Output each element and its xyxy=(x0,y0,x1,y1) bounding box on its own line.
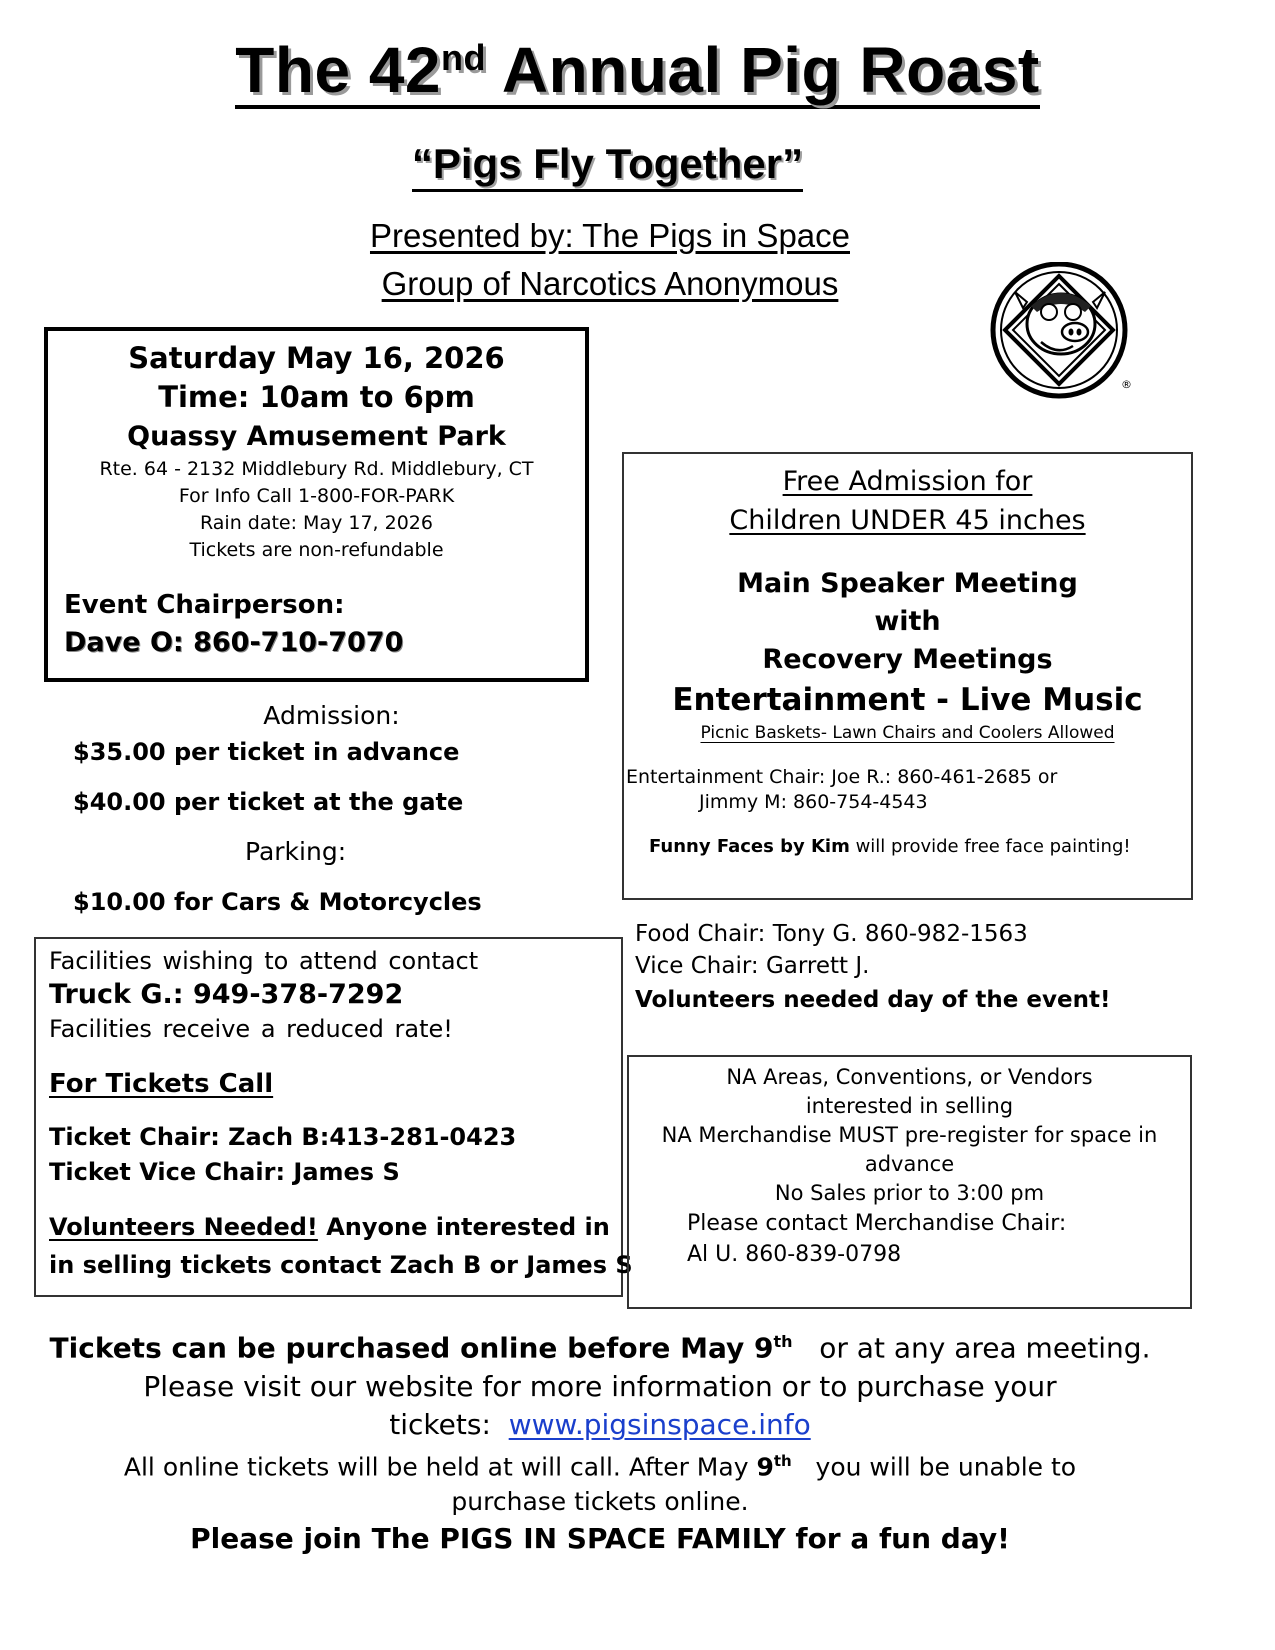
speaker-meeting-line-2: with xyxy=(874,606,941,637)
vendors-line-1: NA Areas, Conventions, or Vendors xyxy=(726,1065,1093,1089)
footer-visit-line: Please visit our website for more information or to purchase your xyxy=(143,1370,1057,1404)
facilities-wishing: Facilities wishing to attend contact xyxy=(49,947,479,975)
ticket-chair: Ticket Chair: Zach B:413-281-0423 xyxy=(49,1123,517,1151)
entertainment-chair-line-2: Jimmy M: 860-754-4543 xyxy=(699,791,928,813)
presented-line-1: Presented by: The Pigs in Space xyxy=(369,217,850,254)
footer-will-call-line xyxy=(0,1444,1200,1484)
face-painting-name: Funny Faces by Kim xyxy=(649,836,850,857)
title-text: The 42 xyxy=(235,34,442,106)
pig-pilot-logo-icon xyxy=(975,262,1145,402)
entertainment-live-music: Entertainment - Live Music xyxy=(672,682,1143,718)
footer-online-rest: or at any area meeting. xyxy=(792,1331,1151,1365)
event-address: Rte. 64 - 2132 Middlebury Rd. Middlebury, CT xyxy=(99,458,534,480)
ticket-vice-chair: Ticket Vice Chair: James S xyxy=(49,1158,400,1186)
footer-online-sup: th xyxy=(773,1332,793,1351)
event-info-call: For Info Call 1-800-FOR-PARK xyxy=(178,485,455,507)
food-chair: Food Chair: Tony G. 860-982-1563 xyxy=(635,921,1028,947)
footer-online-bold: Tickets can be purchased online before May 9 xyxy=(49,1331,774,1365)
event-date: Saturday May 16, 2026 xyxy=(128,341,505,375)
footer xyxy=(0,1322,1200,1559)
footer-online-line xyxy=(0,1322,1200,1368)
entertainment-box xyxy=(622,452,1193,900)
speaker-meeting-line-3: Recovery Meetings xyxy=(762,644,1053,675)
event-chair-label: Event Chairperson: xyxy=(64,590,345,620)
admission-gate-price: $40.00 per ticket at the gate xyxy=(73,788,464,816)
ticket-volunteers-line-2: in selling tickets contact Zach B or James S xyxy=(49,1251,633,1279)
admission-section xyxy=(44,698,589,920)
admission-label: Admission: xyxy=(263,701,400,730)
title-superscript: nd xyxy=(441,37,486,78)
event-info-box xyxy=(44,327,589,682)
footer-will-call-pre: All online tickets will be held at will call. After May xyxy=(123,1452,757,1482)
vendors-box xyxy=(627,1055,1192,1309)
free-admission-line-2: Children UNDER 45 inches xyxy=(729,505,1086,536)
vendors-line-4: advance xyxy=(864,1152,955,1176)
food-section xyxy=(635,918,1235,1018)
footer-tickets-label: tickets: xyxy=(389,1408,509,1442)
entertainment-chair-line-1: Entertainment Chair: Joe R.: 860-461-2685 or xyxy=(626,766,1058,788)
logo xyxy=(975,262,1145,402)
footer-tickets-line xyxy=(0,1406,1200,1444)
vendors-line-2: interested in selling xyxy=(805,1094,1014,1118)
vendors-line-6: Please contact Merchandise Chair: xyxy=(687,1211,1067,1236)
facilities-box xyxy=(34,937,633,1297)
picnic-note: Picnic Baskets- Lawn Chairs and Coolers Allowed xyxy=(700,723,1115,743)
header xyxy=(0,34,1275,109)
subtitle-wrap xyxy=(0,140,1215,192)
speaker-meeting-line-1: Main Speaker Meeting xyxy=(737,568,1078,599)
free-admission-line-1: Free Admission for xyxy=(782,466,1033,497)
presented-line-2: Group of Narcotics Anonymous xyxy=(381,265,839,302)
page-title xyxy=(235,34,1040,109)
facilities-reduced-rate: Facilities receive a reduced rate! xyxy=(49,1015,453,1043)
vendors-line-5: No Sales prior to 3:00 pm xyxy=(774,1181,1045,1205)
footer-will-call-post: you will be unable to xyxy=(791,1452,1077,1482)
facilities-truck-contact: Truck G.: 949-378-7292 xyxy=(49,979,404,1010)
ticket-volunteers-line-1 xyxy=(49,1208,621,1246)
event-venue: Quassy Amusement Park xyxy=(127,421,506,452)
face-painting-text: will provide free face painting! xyxy=(849,836,1131,857)
footer-will-call-bold: 9 xyxy=(756,1452,774,1482)
parking-price: $10.00 for Cars & Motorcycles xyxy=(73,888,482,916)
event-chair-contact: Dave O: 860-710-7070 xyxy=(64,627,404,658)
footer-will-call-sup: th xyxy=(773,1452,792,1471)
tickets-heading: For Tickets Call xyxy=(49,1069,274,1099)
title-text-rest: Annual Pig Roast xyxy=(486,34,1040,106)
face-painting-note xyxy=(624,834,1191,860)
website-link[interactable]: www.pigsinspace.info xyxy=(508,1408,811,1442)
food-volunteers: Volunteers needed day of the event! xyxy=(635,987,1111,1013)
admission-advance-price: $35.00 per ticket in advance xyxy=(73,738,460,766)
event-rain-date: Rain date: May 17, 2026 xyxy=(199,512,433,534)
registered-mark: ® xyxy=(1121,378,1132,391)
vendors-merch-chair: Al U. 860-839-0798 xyxy=(687,1242,902,1267)
vendors-line-3: NA Merchandise MUST pre-register for space in xyxy=(661,1123,1158,1147)
subtitle: “Pigs Fly Together” xyxy=(412,140,803,192)
event-time: Time: 10am to 6pm xyxy=(158,380,475,414)
footer-join: Please join The PIGS IN SPACE FAMILY for a fun day! xyxy=(190,1521,1010,1555)
food-vice-chair: Vice Chair: Garrett J. xyxy=(635,953,870,979)
volunteers-needed: Volunteers Needed! xyxy=(49,1213,318,1241)
presented-by xyxy=(290,212,930,308)
footer-will-call-line-2: purchase tickets online. xyxy=(451,1486,749,1516)
event-refund-note: Tickets are non-refundable xyxy=(189,539,444,561)
parking-label: Parking: xyxy=(245,837,347,866)
volunteers-text-1: Anyone interested in xyxy=(317,1213,610,1241)
